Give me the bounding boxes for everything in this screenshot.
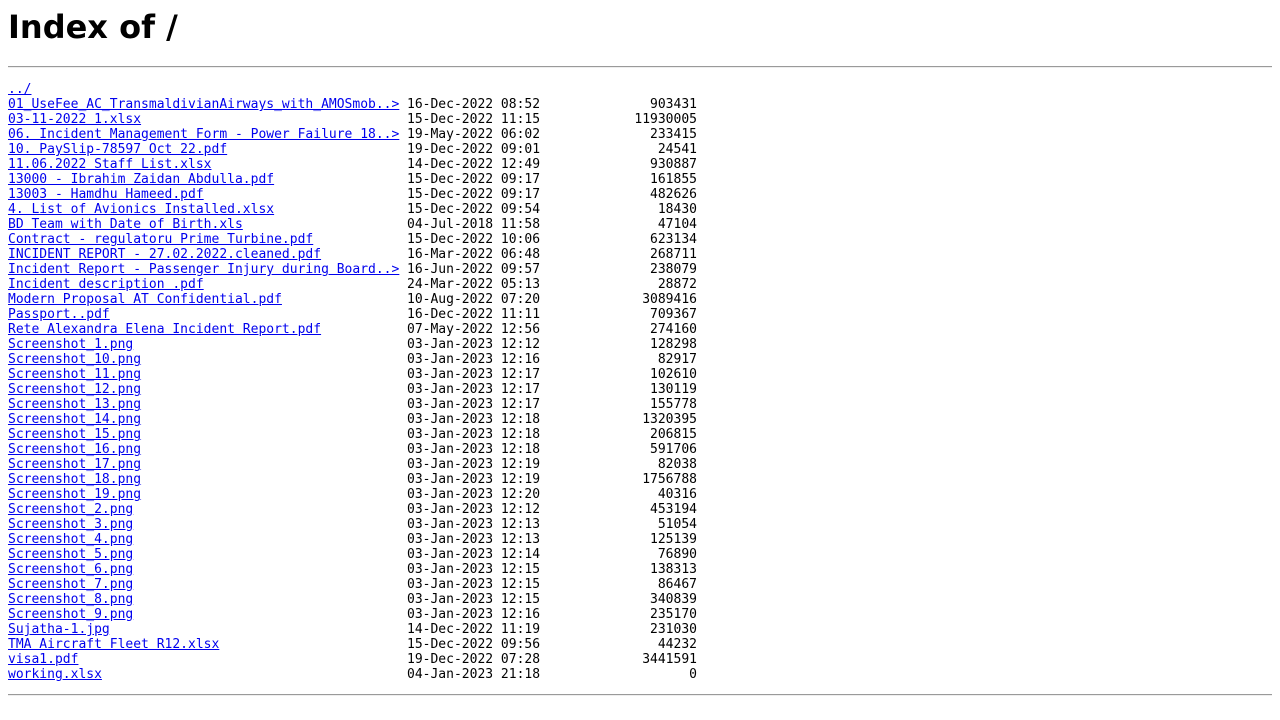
file-link[interactable]: Screenshot_11.png: [8, 367, 142, 382]
file-size: 268711: [650, 247, 697, 262]
file-size: 24541: [657, 142, 697, 157]
file-row: [8, 442, 1272, 457]
file-row: [8, 397, 1272, 412]
file-size: 138313: [650, 562, 697, 577]
file-size: 11930005: [634, 112, 697, 127]
top-divider: [8, 66, 1272, 68]
file-row: [8, 367, 1272, 382]
file-row: [8, 142, 1272, 157]
file-modified-date: 15-Dec-2022 09:17: [407, 172, 541, 187]
file-modified-date: 03-Jan-2023 12:15: [407, 577, 541, 592]
file-link[interactable]: Modern Proposal AT Confidential.pdf: [8, 292, 282, 307]
file-link[interactable]: Screenshot_10.png: [8, 352, 142, 367]
file-modified-date: 19-Dec-2022 09:01: [407, 142, 541, 157]
file-size: 231030: [650, 622, 697, 637]
file-row: [8, 97, 1272, 112]
file-link[interactable]: Screenshot_1.png: [8, 337, 134, 352]
file-size: 51054: [657, 517, 697, 532]
file-size: 125139: [650, 532, 697, 547]
file-size: 128298: [650, 337, 697, 352]
file-size: 3089416: [642, 292, 697, 307]
file-modified-date: 03-Jan-2023 12:20: [407, 487, 541, 502]
file-size: 161855: [650, 172, 697, 187]
file-size: 82917: [657, 352, 697, 367]
file-row: [8, 427, 1272, 442]
file-size: 40316: [657, 487, 697, 502]
file-modified-date: 03-Jan-2023 12:18: [407, 412, 541, 427]
file-modified-date: 14-Dec-2022 11:19: [407, 622, 541, 637]
file-row: [8, 562, 1272, 577]
file-link[interactable]: Screenshot_18.png: [8, 472, 142, 487]
file-link[interactable]: 03-11-2022 1.xlsx: [8, 112, 142, 127]
file-row: [8, 247, 1272, 262]
file-link[interactable]: 13000 - Ibrahim Zaidan Abdulla.pdf: [8, 172, 275, 187]
file-link[interactable]: Incident Report - Passenger Injury during Board..>: [8, 262, 400, 277]
file-size: 18430: [657, 202, 697, 217]
file-size: 1320395: [642, 412, 697, 427]
file-modified-date: 03-Jan-2023 12:16: [407, 352, 541, 367]
file-modified-date: 03-Jan-2023 12:13: [407, 517, 541, 532]
file-row: [8, 547, 1272, 562]
file-link[interactable]: Screenshot_8.png: [8, 592, 134, 607]
file-link[interactable]: Passport..pdf: [8, 307, 110, 322]
file-link[interactable]: Screenshot_17.png: [8, 457, 142, 472]
file-size: 3441591: [642, 652, 697, 667]
file-row: [8, 352, 1272, 367]
file-modified-date: 15-Dec-2022 10:06: [407, 232, 541, 247]
file-row: [8, 577, 1272, 592]
file-size: 903431: [650, 97, 697, 112]
file-modified-date: 03-Jan-2023 12:18: [407, 442, 541, 457]
file-row: [8, 622, 1272, 637]
file-link[interactable]: Screenshot_2.png: [8, 502, 134, 517]
file-link[interactable]: 4. List of Avionics Installed.xlsx: [8, 202, 275, 217]
file-modified-date: 24-Mar-2022 05:13: [407, 277, 541, 292]
file-modified-date: 03-Jan-2023 12:15: [407, 592, 541, 607]
file-modified-date: 03-Jan-2023 12:14: [407, 547, 541, 562]
file-size: 28872: [657, 277, 697, 292]
file-size: 130119: [650, 382, 697, 397]
file-link[interactable]: Screenshot_14.png: [8, 412, 142, 427]
file-modified-date: 10-Aug-2022 07:20: [407, 292, 541, 307]
file-link[interactable]: Screenshot_5.png: [8, 547, 134, 562]
file-row: [8, 187, 1272, 202]
file-modified-date: 16-Dec-2022 08:52: [407, 97, 541, 112]
file-modified-date: 16-Mar-2022 06:48: [407, 247, 541, 262]
file-modified-date: 15-Dec-2022 09:56: [407, 637, 541, 652]
file-modified-date: 16-Dec-2022 11:11: [407, 307, 541, 322]
file-modified-date: 03-Jan-2023 12:17: [407, 397, 541, 412]
file-modified-date: 03-Jan-2023 12:17: [407, 382, 541, 397]
file-modified-date: 03-Jan-2023 12:17: [407, 367, 541, 382]
file-row: [8, 517, 1272, 532]
file-modified-date: 03-Jan-2023 12:12: [407, 337, 541, 352]
file-size: 233415: [650, 127, 697, 142]
bottom-divider: [8, 694, 1272, 696]
file-size: 1756788: [642, 472, 697, 487]
file-modified-date: 19-May-2022 06:02: [407, 127, 541, 142]
file-row: [8, 172, 1272, 187]
file-link[interactable]: Screenshot_3.png: [8, 517, 134, 532]
file-modified-date: 15-Dec-2022 09:54: [407, 202, 541, 217]
file-modified-date: 04-Jul-2018 11:58: [407, 217, 541, 232]
file-size: 623134: [650, 232, 697, 247]
file-link[interactable]: TMA Aircraft Fleet R12.xlsx: [8, 637, 220, 652]
file-row: [8, 502, 1272, 517]
file-size: 76890: [657, 547, 697, 562]
file-size: 930887: [650, 157, 697, 172]
file-size: 274160: [650, 322, 697, 337]
file-size: 482626: [650, 187, 697, 202]
file-modified-date: 03-Jan-2023 12:12: [407, 502, 541, 517]
file-row: [8, 382, 1272, 397]
file-modified-date: 16-Jun-2022 09:57: [407, 262, 541, 277]
file-row: [8, 472, 1272, 487]
file-link[interactable]: Screenshot_19.png: [8, 487, 142, 502]
file-row: [8, 217, 1272, 232]
file-size: 82038: [657, 457, 697, 472]
file-row: [8, 532, 1272, 547]
file-size: 235170: [650, 607, 697, 622]
file-row: [8, 292, 1272, 307]
file-size: 709367: [650, 307, 697, 322]
file-row: [8, 637, 1272, 652]
file-size: 44232: [657, 637, 697, 652]
file-row: [8, 277, 1272, 292]
file-modified-date: 03-Jan-2023 12:15: [407, 562, 541, 577]
directory-listing: [8, 82, 1272, 682]
file-row: [8, 262, 1272, 277]
file-row: [8, 487, 1272, 502]
file-row: [8, 412, 1272, 427]
page-title: Index of /: [8, 8, 178, 46]
file-link[interactable]: Contract - regulatoru Prime Turbine.pdf: [8, 232, 314, 247]
file-row: [8, 307, 1272, 322]
file-modified-date: 19-Dec-2022 07:28: [407, 652, 541, 667]
file-size: 238079: [650, 262, 697, 277]
file-size: 0: [689, 667, 697, 682]
file-row: [8, 337, 1272, 352]
file-row: [8, 202, 1272, 217]
file-modified-date: 03-Jan-2023 12:19: [407, 472, 541, 487]
file-row: [8, 157, 1272, 172]
file-row: [8, 322, 1272, 337]
file-link[interactable]: Screenshot_12.png: [8, 382, 142, 397]
file-size: 591706: [650, 442, 697, 457]
file-size: 453194: [650, 502, 697, 517]
file-link[interactable]: INCIDENT REPORT - 27.02.2022.cleaned.pdf: [8, 247, 322, 262]
file-link[interactable]: Screenshot_13.png: [8, 397, 142, 412]
file-size: 155778: [650, 397, 697, 412]
file-modified-date: 14-Dec-2022 12:49: [407, 157, 541, 172]
file-row: [8, 592, 1272, 607]
file-link[interactable]: Screenshot_7.png: [8, 577, 134, 592]
file-link[interactable]: 06. Incident Management Form - Power Failure 18..>: [8, 127, 400, 142]
file-row: [8, 607, 1272, 622]
file-row: [8, 112, 1272, 127]
file-size: 47104: [657, 217, 697, 232]
file-link[interactable]: Sujatha-1.jpg: [8, 622, 110, 637]
file-link[interactable]: 01_UseFee_AC_TransmaldivianAirways_with_AMOSmob..>: [8, 97, 400, 112]
parent-directory-row: [8, 82, 1272, 97]
file-modified-date: 15-Dec-2022 11:15: [407, 112, 541, 127]
file-size: 206815: [650, 427, 697, 442]
file-link[interactable]: Screenshot_6.png: [8, 562, 134, 577]
file-modified-date: 03-Jan-2023 12:18: [407, 427, 541, 442]
file-size: 86467: [657, 577, 697, 592]
file-modified-date: 07-May-2022 12:56: [407, 322, 541, 337]
file-link[interactable]: BD Team with Date of Birth.xls: [8, 217, 243, 232]
file-link[interactable]: 13003 - Hamdhu Hameed.pdf: [8, 187, 204, 202]
file-link[interactable]: Screenshot_4.png: [8, 532, 134, 547]
file-link[interactable]: Incident description .pdf: [8, 277, 204, 292]
file-link[interactable]: visa1.pdf: [8, 652, 79, 667]
file-row: [8, 232, 1272, 247]
file-row: [8, 127, 1272, 142]
file-size: 102610: [650, 367, 697, 382]
file-size: 340839: [650, 592, 697, 607]
file-link[interactable]: Screenshot_16.png: [8, 442, 142, 457]
file-modified-date: 03-Jan-2023 12:13: [407, 532, 541, 547]
parent-directory-link[interactable]: ../: [8, 82, 32, 97]
file-link[interactable]: Screenshot_15.png: [8, 427, 142, 442]
file-row: [8, 652, 1272, 667]
file-link[interactable]: 11.06.2022 Staff List.xlsx: [8, 157, 212, 172]
file-link[interactable]: working.xlsx: [8, 667, 102, 682]
file-modified-date: 03-Jan-2023 12:16: [407, 607, 541, 622]
file-modified-date: 04-Jan-2023 21:18: [407, 667, 541, 682]
file-list: [8, 97, 1272, 682]
file-row: [8, 457, 1272, 472]
file-link[interactable]: 10. PaySlip-78597 Oct 22.pdf: [8, 142, 228, 157]
file-modified-date: 15-Dec-2022 09:17: [407, 187, 541, 202]
file-link[interactable]: Rete Alexandra Elena Incident Report.pdf: [8, 322, 322, 337]
file-row: [8, 667, 1272, 682]
file-modified-date: 03-Jan-2023 12:19: [407, 457, 541, 472]
file-link[interactable]: Screenshot_9.png: [8, 607, 134, 622]
